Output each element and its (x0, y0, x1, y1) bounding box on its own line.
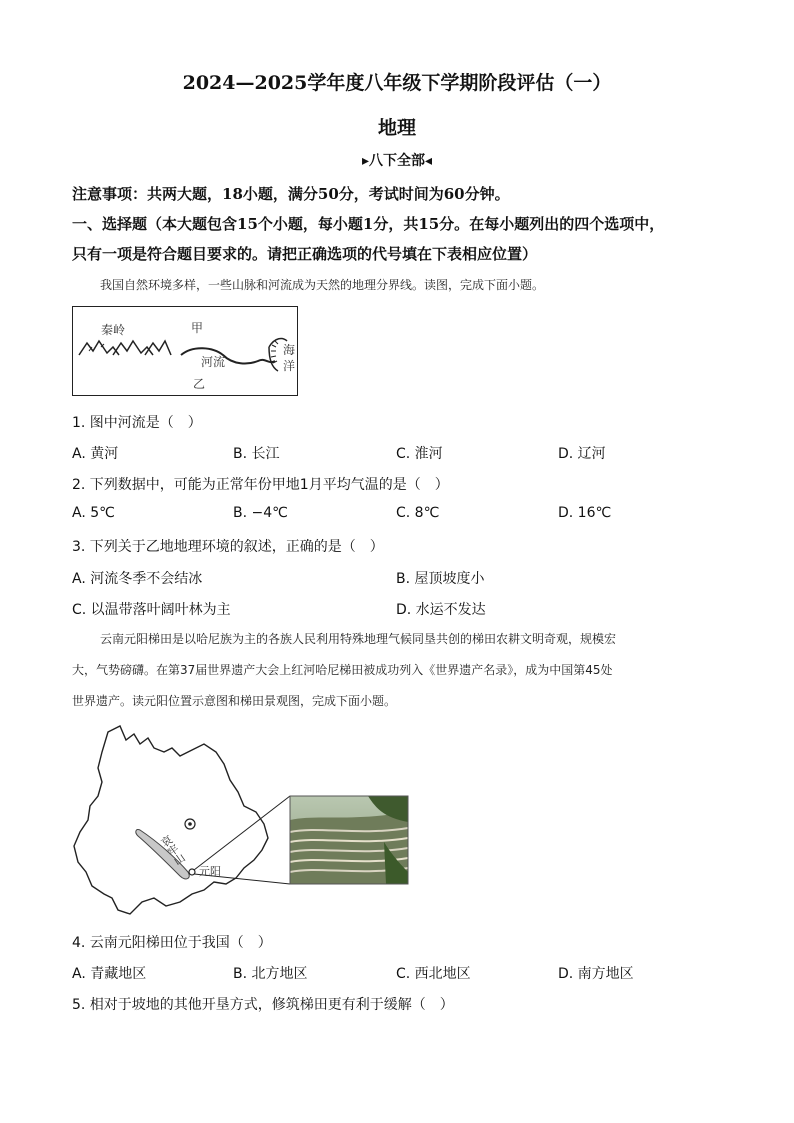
mountain-icon (145, 341, 171, 355)
label-yi: 乙 (193, 377, 206, 391)
intro-paragraph-2-line2: 大，气势磅礴。在第37届世界遗产大会上红河哈尼梯田被成功列入《世界遗产名录》，成为中国第45处 (72, 663, 613, 677)
q1-option-c: C. 淮河 (396, 446, 443, 462)
q2-option-a: A. 5℃ (72, 505, 115, 521)
mountain-icon (79, 341, 119, 355)
question-3-stem: 3. 下列关于乙地地理环境的叙述，正确的是（ ） (72, 539, 384, 555)
section-heading-line1: 一、选择题（本大题包含15个小题，每小题1分，共15分。在每小题列出的四个选项中， (72, 215, 665, 233)
subject-title: 地理 (377, 117, 416, 139)
q1-option-a: A. 黄河 (72, 446, 119, 462)
capital-marker-dot (188, 822, 192, 826)
question-4-stem: 4. 云南元阳梯田位于我国（ ） (72, 935, 272, 951)
label-qinling: 秦岭 (101, 323, 126, 337)
coast-hatch (271, 341, 278, 363)
scope-label: ▸八下全部◂ (361, 153, 433, 169)
q2-option-d: D. 16℃ (558, 505, 612, 521)
q2-option-b: B. −4℃ (233, 505, 288, 521)
q4-option-c: C. 西北地区 (396, 966, 471, 982)
q2-option-c: C. 8℃ (396, 505, 440, 521)
section-heading-line2: 只有一项是符合题目要求的。请把正确选项的代号填在下表相应位置） (72, 245, 538, 263)
q1-option-b: B. 长江 (233, 446, 280, 462)
q4-option-d: D. 南方地区 (558, 966, 634, 982)
q4-option-a: A. 青藏地区 (72, 966, 147, 982)
label-ocean-2: 洋 (283, 359, 296, 373)
q3-option-c: C. 以温带落叶阔叶林为主 (72, 602, 231, 618)
yunnan-figure (68, 722, 413, 922)
yunnan-outline (74, 726, 268, 914)
question-5-stem: 5. 相对于坡地的其他开垦方式，修筑梯田更有利于缓解（ ） (72, 997, 454, 1013)
intro-paragraph-2-line3: 世界遗产。读元阳位置示意图和梯田景观图，完成下面小题。 (72, 694, 397, 708)
label-yuanyang: 元阳 (199, 865, 221, 878)
question-2-stem: 2. 下列数据中，可能为正常年份甲地1月平均气温的是（ ） (72, 477, 449, 493)
q3-option-b: B. 屋顶坡度小 (396, 571, 485, 587)
label-jia: 甲 (191, 321, 204, 335)
q3-option-a: A. 河流冬季不会结冰 (72, 571, 203, 587)
intro-paragraph-1: 我国自然环境多样，一些山脉和河流成为天然的地理分界线。读图，完成下面小题。 (100, 278, 545, 292)
label-ocean-1: 海 (283, 343, 296, 357)
river-figure (72, 306, 298, 396)
yunnan-map-drawing (68, 722, 413, 922)
question-1-stem: 1. 图中河流是（ ） (72, 415, 202, 431)
exam-title: 2024—2025学年度八年级下学期阶段评估（一） (182, 72, 612, 94)
connector-line-top (194, 796, 290, 870)
label-river: 河流 (201, 355, 226, 369)
notice: 注意事项：共两大题，18小题，满分50分，考试时间为60分钟。 (72, 185, 510, 203)
q4-option-b: B. 北方地区 (233, 966, 308, 982)
label-ailaoshan: 哀牢山 (157, 832, 188, 868)
terrace-photo (290, 796, 408, 884)
river-line (181, 348, 275, 363)
intro-paragraph-2-line1: 云南元阳梯田是以哈尼族为主的各族人民利用特殊地理气候同垦共创的梯田农耕文明奇观，规模宏 (100, 632, 617, 646)
q3-option-d: D. 水运不发达 (396, 602, 486, 618)
q1-option-d: D. 辽河 (558, 446, 606, 462)
